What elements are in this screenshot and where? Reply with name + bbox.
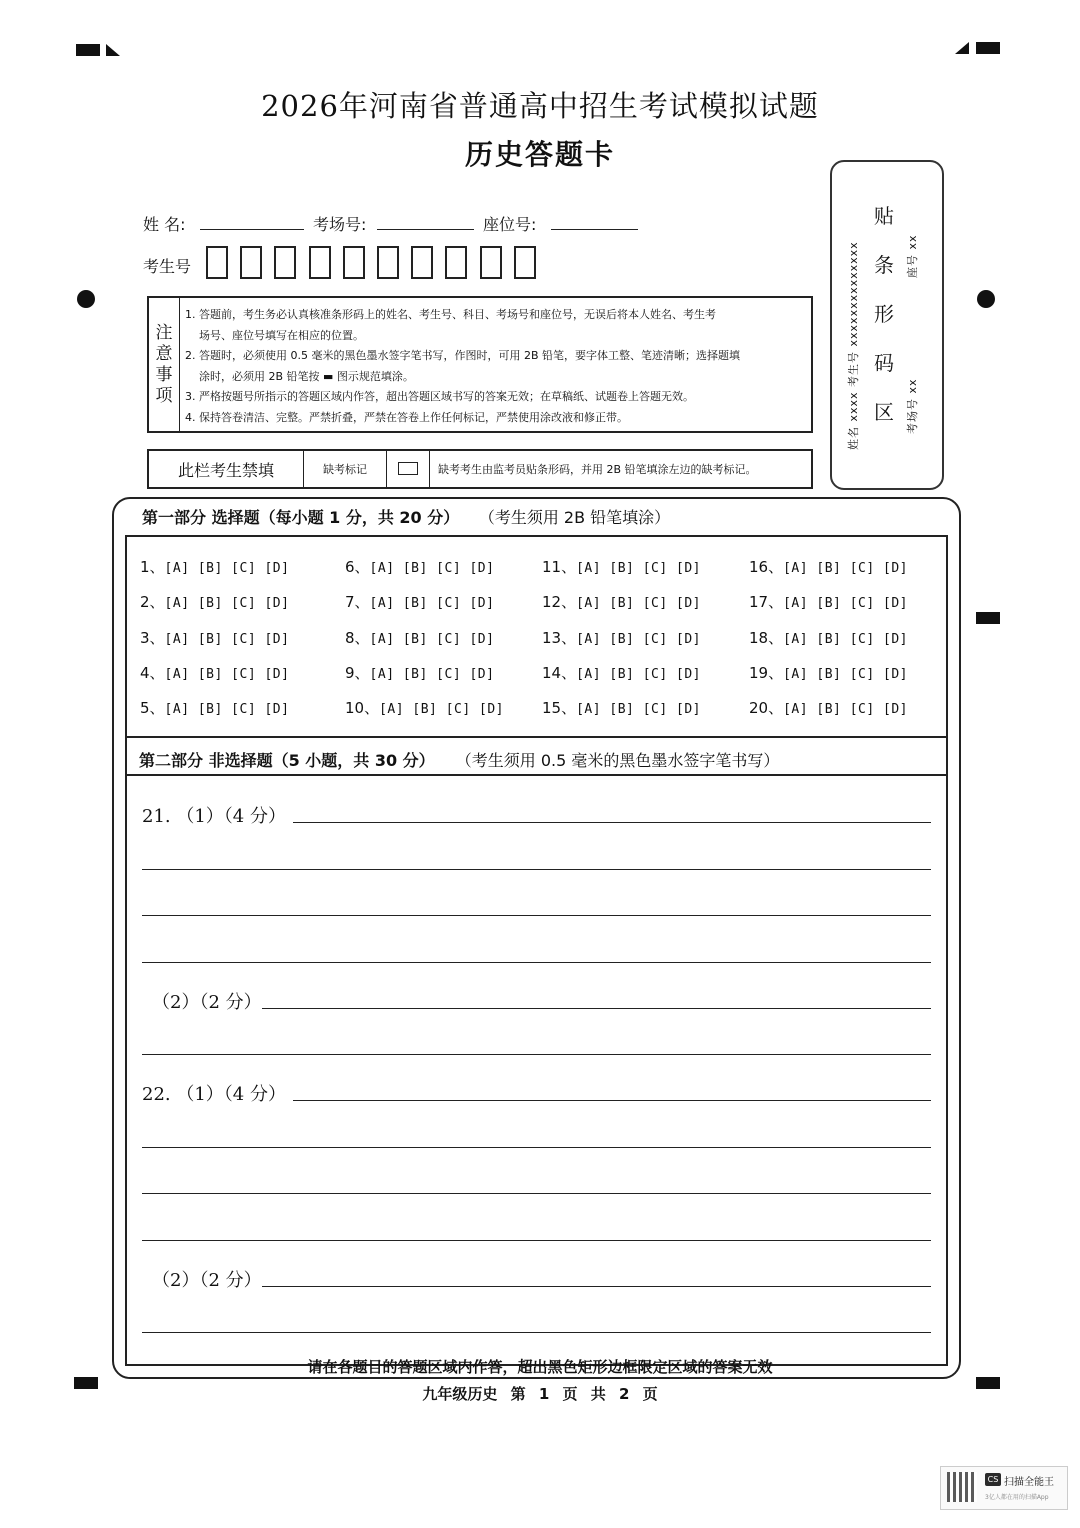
- notice-heading-char: 注: [155, 322, 173, 343]
- question-number: 11、: [542, 558, 577, 576]
- seat-label: 座位号:: [483, 215, 537, 234]
- q22-part1-label: 22. （1）（4 分）: [142, 1084, 286, 1105]
- notice-list: [185, 305, 805, 428]
- choice-question: [542, 627, 701, 648]
- answer-line[interactable]: [142, 1240, 931, 1241]
- seat-field[interactable]: [551, 229, 638, 230]
- card-title: 历史答题卡: [464, 138, 615, 171]
- answer-options[interactable]: [A] [B] [C] [D]: [164, 596, 290, 611]
- exam-number-digit-box[interactable]: [514, 246, 536, 279]
- notice-item: 涂时，必须用 2B 铅笔按 ▬ 图示规范填涂。: [199, 369, 414, 383]
- question-number: 17、: [749, 593, 784, 611]
- answer-line[interactable]: [293, 1100, 931, 1101]
- answer-options[interactable]: [A] [B] [C] [D]: [369, 596, 495, 611]
- notice-item: 1. 答题前，考生务必认真核准条形码上的姓名、考生号、科目、考场号和座位号，无误后将本人姓名、考生考: [185, 308, 716, 321]
- choice-question: [749, 697, 908, 718]
- answer-line[interactable]: [262, 1008, 931, 1009]
- notice-item: 3. 严格按题号所指示的答题区域内作答，超出答题区域书写的答案无效；在草稿纸、试题卷上答题无效。: [185, 390, 694, 403]
- scanner-logo: CS: [985, 1473, 1001, 1486]
- answer-line[interactable]: [142, 1193, 931, 1194]
- answer-line[interactable]: [142, 1332, 931, 1333]
- registration-triangle-top-right: [955, 42, 969, 54]
- answer-options[interactable]: [A] [B] [C] [D]: [576, 596, 701, 611]
- answer-line[interactable]: [262, 1286, 931, 1287]
- absent-mark-label: 缺考标记: [304, 451, 387, 487]
- choice-question: [345, 591, 494, 612]
- question-number: 9、: [345, 664, 370, 682]
- staff-only-row: [147, 449, 813, 489]
- notice-box: [147, 296, 813, 433]
- answer-line[interactable]: [142, 1054, 931, 1055]
- answer-options[interactable]: [A] [B] [C] [D]: [369, 561, 495, 576]
- staff-only-label: 此栏考生禁填: [149, 451, 304, 487]
- question-number: 3、: [140, 629, 165, 647]
- section1-heading: 第一部分 选择题（每小题 1 分，共 20 分）: [142, 508, 460, 527]
- q21-part2-label: （2）（2 分）: [152, 992, 262, 1013]
- question-number: 8、: [345, 629, 370, 647]
- answer-options[interactable]: [A] [B] [C] [D]: [164, 702, 290, 717]
- sticker-candidate-info: 姓名 xxxx 考生号 xxxxxxxxxxxxxx: [847, 241, 860, 450]
- answer-line[interactable]: [142, 1147, 931, 1148]
- answer-line[interactable]: [293, 822, 931, 823]
- scanner-name: 扫描全能王: [1004, 1477, 1054, 1488]
- absent-note: 缺考考生由监考员贴条形码，并用 2B 铅笔填涂左边的缺考标记。: [438, 463, 757, 476]
- question-number: 12、: [542, 593, 577, 611]
- qr-code-icon: [947, 1472, 977, 1502]
- question-number: 19、: [749, 664, 784, 682]
- room-label: 考场号:: [313, 215, 367, 234]
- choice-question: [140, 556, 289, 577]
- notice-item: 2. 答题时，必须使用 0.5 毫米的黑色墨水签字笔书写，作图时，可用 2B 铅笔，要字体工整、笔迹清晰；选择题填: [185, 349, 741, 362]
- answer-options[interactable]: [A] [B] [C] [D]: [576, 702, 701, 717]
- question-number: 18、: [749, 629, 784, 647]
- q21-part1-label: 21. （1）（4 分）: [142, 806, 286, 827]
- question-number: 5、: [140, 699, 165, 717]
- footer-page-info: 九年级历史 第 1 页 共 2 页: [422, 1385, 658, 1403]
- notice-heading-char: 项: [155, 385, 173, 406]
- scanner-watermark: [940, 1466, 1068, 1510]
- barcode-sticker-area: [830, 160, 944, 490]
- choice-question: [345, 697, 504, 718]
- section1-title: [142, 505, 670, 528]
- exam-number-digit-box[interactable]: [411, 246, 433, 279]
- section1-note: （考生须用 2B 铅笔填涂）: [478, 508, 671, 527]
- registration-dot-right: [977, 290, 995, 308]
- absent-mark-cell: [387, 451, 430, 487]
- answer-options[interactable]: [A] [B] [C] [D]: [164, 561, 290, 576]
- sticker-seat-info: 座号 xx: [906, 234, 919, 278]
- registration-mark-top-left: [76, 44, 100, 56]
- exam-number-digit-box[interactable]: [343, 246, 365, 279]
- question-number: 10、: [345, 699, 380, 717]
- choice-question: [749, 627, 908, 648]
- answer-options[interactable]: [A] [B] [C] [D]: [783, 561, 908, 576]
- choice-question: [140, 591, 289, 612]
- choice-question: [749, 591, 908, 612]
- choice-question: [345, 662, 494, 683]
- question-number: 15、: [542, 699, 577, 717]
- choice-question: [140, 627, 289, 648]
- question-number: 1、: [140, 558, 165, 576]
- question-number: 20、: [749, 699, 784, 717]
- choice-question: [345, 627, 494, 648]
- registration-triangle-top-left: [106, 44, 120, 56]
- sticker-title: [870, 192, 898, 437]
- answer-options[interactable]: [A] [B] [C] [D]: [369, 632, 495, 647]
- section2-note: （考生须用 0.5 毫米的黑色墨水签字笔书写）: [455, 751, 780, 770]
- room-field[interactable]: [377, 229, 474, 230]
- sticker-title-char: 区: [874, 400, 894, 424]
- absent-checkbox[interactable]: [398, 462, 418, 475]
- question-number: 14、: [542, 664, 577, 682]
- exam-number-digit-box[interactable]: [445, 246, 467, 279]
- exam-number-digit-box[interactable]: [240, 246, 262, 279]
- notice-item: 4. 保持答卷清洁、完整。严禁折叠，严禁在答卷上作任何标记，严禁使用涂改液和修正带。: [185, 410, 628, 424]
- name-field[interactable]: [200, 229, 304, 230]
- sticker-room-info: 考场号 xx: [906, 378, 919, 434]
- exam-number-digit-box[interactable]: [206, 246, 228, 279]
- answer-line[interactable]: [142, 915, 931, 916]
- answer-line[interactable]: [142, 962, 931, 963]
- answer-options[interactable]: [A] [B] [C] [D]: [576, 667, 701, 682]
- answer-options[interactable]: [A] [B] [C] [D]: [576, 632, 701, 647]
- notice-heading-char: 意: [155, 343, 173, 364]
- answer-options[interactable]: [A] [B] [C] [D]: [783, 667, 908, 682]
- question-number: 2、: [140, 593, 165, 611]
- choice-question: [749, 662, 908, 683]
- choice-question: [749, 556, 908, 577]
- choice-question: [542, 591, 701, 612]
- registration-dot-left: [77, 290, 95, 308]
- answer-options[interactable]: [A] [B] [C] [D]: [576, 561, 701, 576]
- answer-options[interactable]: [A] [B] [C] [D]: [783, 596, 908, 611]
- notice-heading-char: 事: [155, 364, 173, 385]
- answer-options[interactable]: [A] [B] [C] [D]: [379, 702, 504, 717]
- choice-question: [542, 697, 701, 718]
- question-number: 6、: [345, 558, 370, 576]
- choice-question: [140, 662, 289, 683]
- sticker-title-char: 码: [874, 351, 894, 375]
- answer-options[interactable]: [A] [B] [C] [D]: [783, 702, 908, 717]
- question-number: 4、: [140, 664, 165, 682]
- question-number: 7、: [345, 593, 370, 611]
- choice-question: [345, 556, 494, 577]
- notice-item: 场号、座位号填写在相应的位置。: [199, 328, 364, 342]
- choice-question: [140, 697, 289, 718]
- sticker-title-char: 条: [874, 253, 894, 277]
- answer-line[interactable]: [142, 869, 931, 870]
- question-number: 16、: [749, 558, 784, 576]
- exam-title: 2026年河南省普通高中招生考试模拟试题: [261, 89, 819, 123]
- q22-part2-label: （2）（2 分）: [152, 1270, 262, 1291]
- notice-heading: [149, 298, 180, 431]
- registration-mark-top-right: [976, 42, 1000, 54]
- exam-number-digit-box[interactable]: [309, 246, 331, 279]
- question-number: 13、: [542, 629, 577, 647]
- choice-question: [542, 662, 701, 683]
- section2-title: [139, 748, 779, 771]
- exam-number-digit-box[interactable]: [480, 246, 502, 279]
- answer-options[interactable]: [A] [B] [C] [D]: [164, 632, 290, 647]
- choice-question: [542, 556, 701, 577]
- name-label: 姓 名:: [143, 215, 186, 234]
- answer-options[interactable]: [A] [B] [C] [D]: [369, 667, 495, 682]
- answer-options[interactable]: [A] [B] [C] [D]: [783, 632, 908, 647]
- footer-warning: 请在各题目的答题区域内作答，超出黑色矩形边框限定区域的答案无效: [307, 1358, 773, 1376]
- scanner-tagline: 3亿人都在用的扫描App: [985, 1494, 1049, 1501]
- registration-mark-right-mid: [976, 612, 1000, 624]
- exam-number-digit-box[interactable]: [377, 246, 399, 279]
- sticker-title-char: 形: [874, 302, 894, 326]
- exam-number-label: 考生号: [143, 257, 192, 276]
- exam-number-digit-box[interactable]: [274, 246, 296, 279]
- sticker-title-char: 贴: [874, 204, 894, 228]
- answer-options[interactable]: [A] [B] [C] [D]: [164, 667, 290, 682]
- section2-heading: 第二部分 非选择题（5 小题，共 30 分）: [139, 751, 435, 770]
